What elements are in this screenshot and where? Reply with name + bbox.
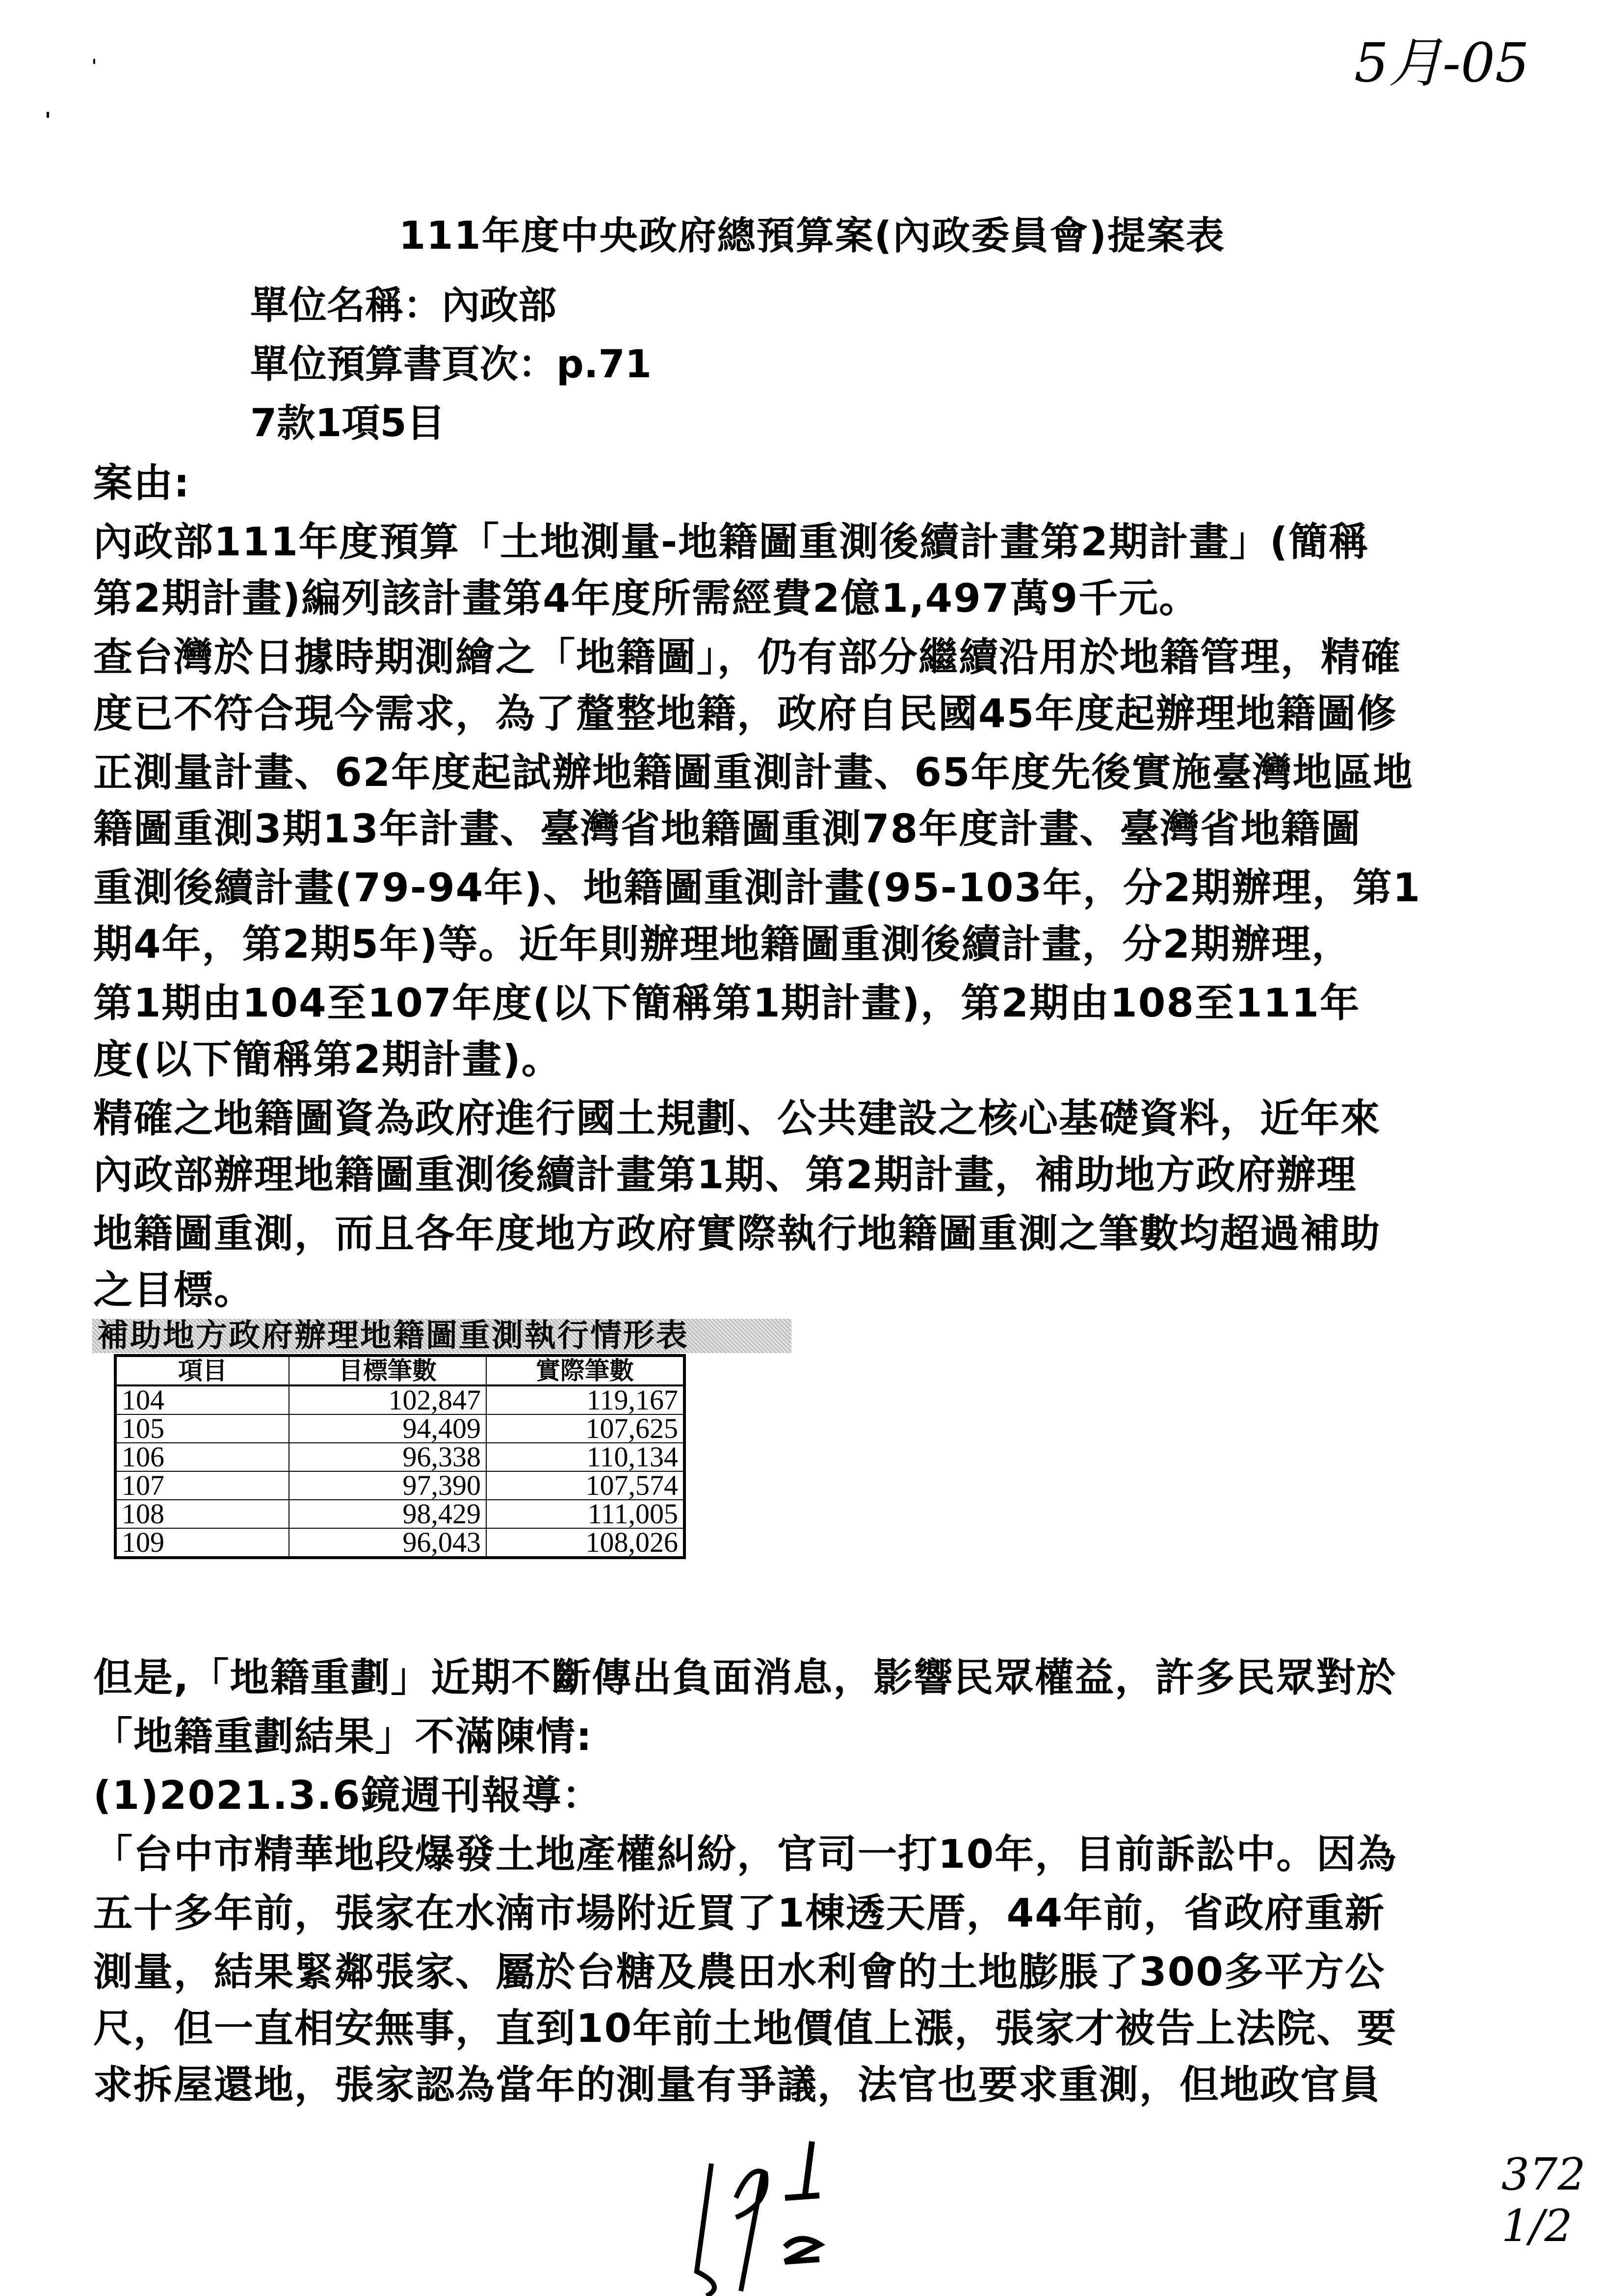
handwritten-date-note: 5月-05: [1354, 31, 1530, 94]
text-line: 重測後續計畫(79-94年)、地籍圖重測計畫(95-103年，分2期辦理，第1: [93, 865, 1421, 911]
column-header-target: 目標筆數: [289, 1356, 486, 1385]
text-line: 案由:: [93, 460, 190, 506]
text-line: 度已不符合現今需求，為了釐整地籍，政府自民國45年度起辦理地籍圖修: [93, 691, 1397, 736]
cell-target: 96,338: [289, 1443, 486, 1471]
text-line: 五十多年前，張家在水湳市場附近買了1棟透天厝，44年前，省政府重新: [93, 1890, 1385, 1936]
handwritten-page-number: [638, 2051, 864, 2296]
text-line: 尺，但一直相安無事，直到10年前土地價值上漲，張家才被告上法院、要: [93, 2006, 1397, 2051]
cell-actual: 107,574: [486, 1471, 684, 1500]
handwritten-stroke: [736, 2171, 766, 2291]
handwritten-stroke: [785, 2141, 819, 2262]
cell-target: 94,409: [289, 1414, 486, 1443]
cell-target: 97,390: [289, 1471, 486, 1500]
text-line: 內政部辦理地籍圖重測後續計畫第1期、第2期計畫，補助地方政府辦理: [93, 1152, 1357, 1198]
column-header-actual: 實際筆數: [486, 1356, 684, 1385]
cell-target: 96,043: [289, 1528, 486, 1558]
cell-actual: 108,026: [486, 1528, 684, 1558]
text-line: 「台中市精華地段爆發土地產權糾紛，官司一打10年，目前訴訟中。因為: [93, 1831, 1397, 1877]
cell-actual: 111,005: [486, 1500, 684, 1528]
text-line: 期4年，第2期5年)等。近年則辦理地籍圖重測後續計畫，分2期辦理，: [93, 921, 1352, 967]
budget-page-ref: 單位預算書頁次：p.71: [250, 342, 652, 387]
item-code: 7款1項5目: [250, 401, 445, 445]
cell-year: 107: [115, 1471, 289, 1500]
column-header-item: 項目: [115, 1356, 289, 1385]
table-row: [115, 1471, 684, 1500]
table-row: [115, 1528, 684, 1558]
page-title: 111年度中央政府總預算案(內政委員會)提案表: [398, 214, 1226, 258]
text-line: 求拆屋還地，張家認為當年的測量有爭議，法官也要求重測，但地政官員: [93, 2062, 1381, 2108]
cell-target: 98,429: [289, 1500, 486, 1528]
table-header-row: [115, 1356, 684, 1385]
text-line: 之目標。: [93, 1267, 254, 1313]
cell-year: 106: [115, 1443, 289, 1471]
table-caption: 補助地方政府辦理地籍圖重測執行情形表: [92, 1319, 791, 1353]
cell-target: 102,847: [289, 1385, 486, 1414]
text-line: 地籍圖重測，而且各年度地方政府實際執行地籍圖重測之筆數均超過補助: [93, 1211, 1381, 1256]
handwritten-stroke: [697, 2164, 714, 2296]
scan-speck: [93, 59, 95, 64]
cell-year: 108: [115, 1500, 289, 1528]
handwritten-total-pages: 372 1/2: [1501, 2149, 1586, 2252]
text-line: 「地籍重劃結果」不滿陳情:: [93, 1714, 593, 1759]
scan-speck: [47, 112, 49, 118]
text-line: 精確之地籍圖資為政府進行國土規劃、公共建設之核心基礎資料，近年來: [93, 1096, 1381, 1141]
table-row: [115, 1500, 684, 1528]
text-line: 內政部111年度預算「土地測量-地籍圖重測後續計畫第2期計畫」(簡稱: [93, 519, 1369, 565]
text-line: 正測量計畫、62年度起試辦地籍圖重測計畫、65年度先後實施臺灣地區地: [93, 750, 1414, 795]
cell-actual: 110,134: [486, 1443, 684, 1471]
text-line: 但是,「地籍重劃」近期不斷傳出負面消息，影響民眾權益，許多民眾對於: [93, 1655, 1397, 1700]
text-line: 度(以下簡稱第2期計畫)。: [93, 1037, 562, 1082]
cell-year: 109: [115, 1528, 289, 1558]
unit-name: 單位名稱：內政部: [250, 284, 557, 328]
cell-year: 105: [115, 1414, 289, 1443]
cell-year: 104: [115, 1385, 289, 1414]
text-line: 第1期由104至107年度(以下簡稱第1期計畫)，第2期由108至111年: [93, 980, 1361, 1026]
remeasurement-table: [114, 1354, 686, 1559]
text-line: 查台灣於日據時期測繪之「地籍圖」，仍有部分繼續沿用於地籍管理，精確: [93, 634, 1401, 680]
cell-actual: 119,167: [486, 1385, 684, 1414]
text-line: 籍圖重測3期13年計畫、臺灣省地籍圖重測78年度計畫、臺灣省地籍圖: [93, 806, 1362, 852]
table-row: [115, 1385, 684, 1414]
text-line: 第2期計畫)編列該計畫第4年度所需經費2億1,497萬9千元。: [93, 575, 1200, 621]
text-line: 測量，結果緊鄰張家、屬於台糖及農田水利會的土地膨脹了300多平方公: [93, 1949, 1385, 1995]
table-row: [115, 1414, 684, 1443]
cell-actual: 107,625: [486, 1414, 684, 1443]
table-row: [115, 1443, 684, 1471]
text-line: (1)2021.3.6鏡週刊報導：: [93, 1773, 602, 1818]
